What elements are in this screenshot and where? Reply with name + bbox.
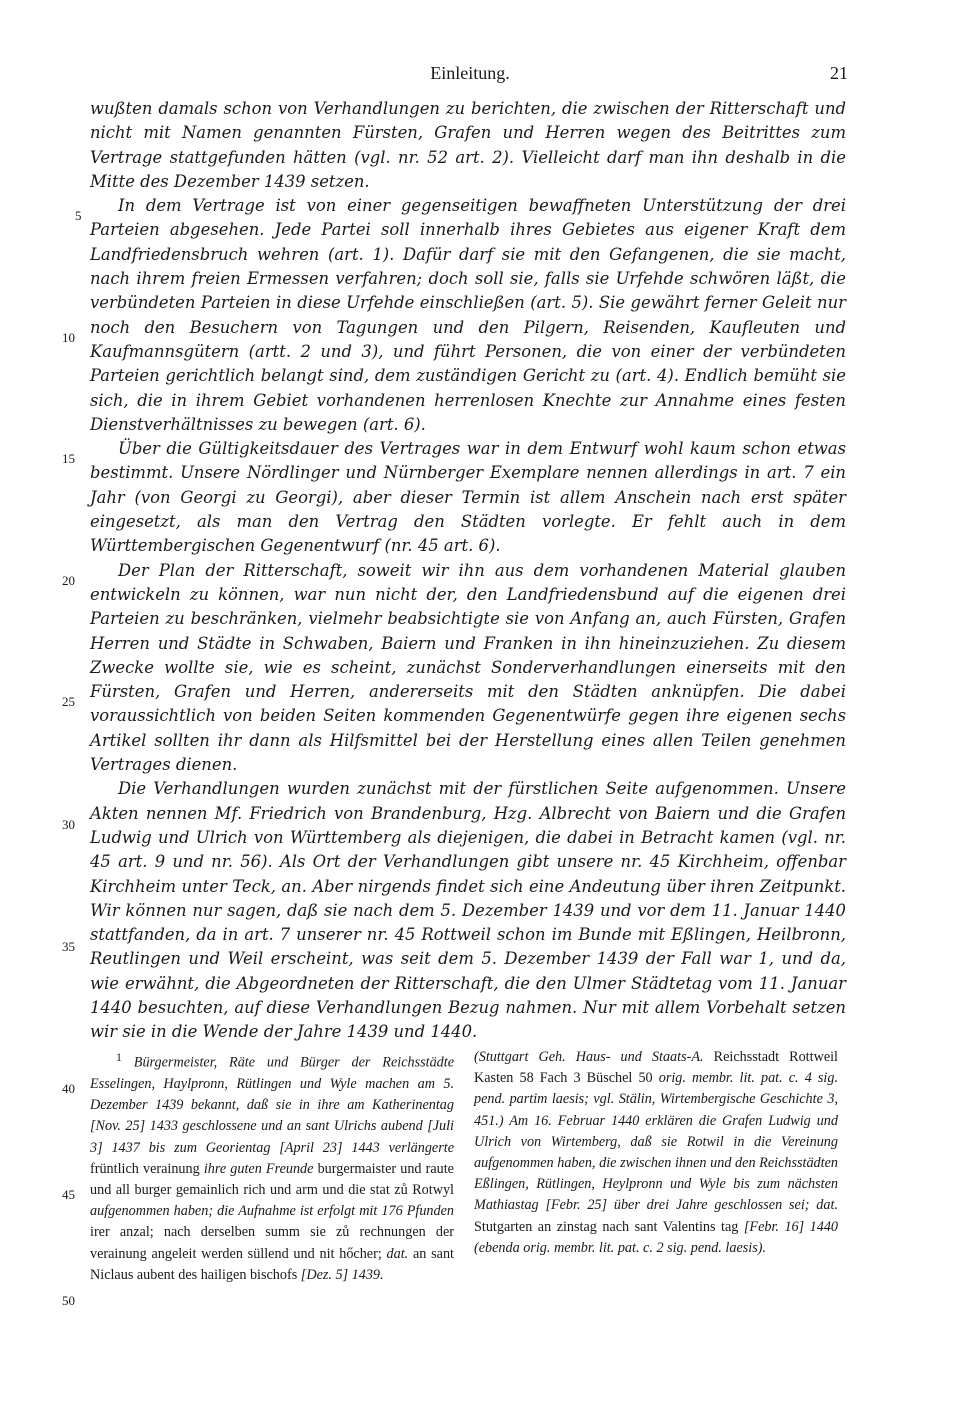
footnote-text: aufgenommen haben; die Aufnahme ist erfolgt mit 176 Pfunden [90, 1203, 454, 1220]
paragraph: Der Plan der Ritterschaft, soweit wir ihn aus dem vorhandenen Material glauben entwickeln zu können, war nun nicht der, den Landfriedensbund auf die eigenen drei Parteien zu beschränken, vielmehr beabsichtigte sie von Anfang an, auch Fürsten, Grafen Herren und Städte in Schwaben, Baiern und Franken in ihn hineinzuziehen. Zu diesem Zwecke wollte sie, wie es scheint, zunächst Sonderverhandlungen einerseits mit den Fürsten, Grafen und Herren, andererseits mit den Städten anknüpfen. Die dabei voraussichtlich von beiden Seiten kommenden Gegenentwürfe gegen ihre eigenen sechs Artikel sollten ihr dann als Hilfsmittel bei der Herstellung eines allen Teilen genehmen Vertrages dienen. [90, 560, 846, 775]
paragraph: Über die Gültigkeitsdauer des Vertrages war in dem Entwurf wohl kaum schon etwas bestimmt. Unsere Nördlinger und Nürnberger Exemplare nennen allerdings in art. 7 ein Jahr (von Georgi zu Georgi), aber dieser Termin ist allem Anschein nach erst später eingesetzt, als man den Vertrag den Städten vorlegte. Er fehlt auch in dem Württembergischen Gegenentwurf (nr. 45 art. 6). [90, 439, 846, 556]
footnote-quote: früntlich verainung [90, 1160, 200, 1177]
paragraph: Die Verhandlungen wurden zunächst mit der fürstlichen Seite aufgenommen. Unsere Akten nennen Mf. Friedrich von Brandenburg, Hzg. Albrecht von Baiern und die Grafen Ludwig und Ulrich von Württemberg als diejenigen, die dabei in Betracht kamen (vgl. nr. 45 art. 9 und nr. 56). Als Ort der Verhandlungen gibt unsere nr. 45 Kirchheim, offenbar Kirchheim unter Teck, an. Aber nirgends findet sich eine Andeutung über ihren Zeitpunkt. Wir können nur sagen, daß sie nach dem 5. Dezember 1439 und vor dem 11. Januar 1440 stattfanden, da in art. 7 unserer nr. 45 Rottweil schon im Bunde mit Eßlingen, Heilbronn, Reutlingen und Weil erscheint, was seit dem 5. Dezember 1439 der Fall war 1, und da, wie erwähnt, die Abgeordneten der Ritterschaft, die den Ulmer Städtetag vom 11. Januar 1440 besuchten, auf diese Verhandlungen Bezug nahmen. Nur mit allem Vorbehalt setzen wir sie in die Wende der Jahre 1439 und 1440. [90, 779, 846, 1042]
footnote-quote: burgermaister und raute und all burger gemainlich rich und arm und die stat zů Rotwyl [90, 1160, 454, 1198]
footnote-quote: Reichsstadt Rottweil Kasten 58 Fach 3 Büschel 50 [474, 1049, 838, 1087]
main-text [90, 97, 846, 1045]
line-number: 45 [62, 1187, 75, 1202]
running-header-title: Einleitung. [430, 63, 510, 83]
footnote-text: ihre guten Freunde [203, 1160, 314, 1177]
line-number: 35 [62, 939, 75, 954]
footnote-text: Bürgermeister, Räte und Bürger der Reichsstädte Esselingen, Haylpronn, Rütlingen und Wyle machen am 5. Dezember 1439 bekannt, daß sie in ihre am Katherinentag [Nov. 25] 1433 geschlossene und an sant Ulrichs aubend [Juli 3] 1437 bis zum Georientag [April 23] 1443 verlängerte [90, 1054, 454, 1156]
footnote-right-column [474, 1047, 838, 1259]
footnote-text: (Stuttgart Geh. Haus- und Staats-A. [474, 1049, 704, 1065]
line-number: 50 [62, 1293, 75, 1308]
footnote-quote: an sant Niclaus aubent des hailigen bischofs [90, 1245, 454, 1283]
line-number: 30 [62, 817, 75, 832]
footnote-text: orig. membr. lit. pat. c. 4 sig. pend. partim laesis; vgl. Stälin, Wirtembergische Geschichte 3, 451.) Am 16. Februar 1440 erklären die Grafen Ludwig und Ulrich von Wirtemberg, daß sie Rotwil in die Vereinung aufgenommen haben, die zwischen ihnen und den Reichsstädten Eßlingen, Rütlingen, Heylpronn und Wyle bis zum nächsten Mathiastag [Febr. 25] über drei Jahre geschlossen sei; dat. [474, 1070, 838, 1214]
line-number: 40 [62, 1081, 75, 1096]
line-number: 20 [62, 573, 75, 588]
footnote-text: dat. [386, 1245, 409, 1262]
footnote-1 [90, 1047, 454, 1286]
line-number: 5 [75, 208, 82, 223]
footnote-marker: 1 [116, 1050, 122, 1064]
footnote-left-column [90, 1047, 454, 1286]
line-number: 15 [62, 451, 75, 466]
paragraph: In dem Vertrage ist von einer gegenseitigen bewaffneten Unterstützung der drei Parteien abgesehen. Jede Partei soll innerhalb ihres Gebietes aus eigener Kraft dem Landfriedensbruch wehren (art. 1). Dafür darf sie mit den Gefangenen, die sie macht, nach ihrem freien Ermessen verfahren; doch soll sie, falls sie Urfehde schwören läßt, die verbündeten Parteien in diese Urfehde einschließen (art. 5). Sie gewährt ferner Geleit nur noch den Besuchern von Tagungen und den Pilgern, Reisenden, Kaufleuten und Kaufmannsgütern (artt. 2 und 3), und führt Personen, die von einer der verbündeten Parteien gerichtlich belangt sind, dem zuständigen Gericht zu (art. 4). Endlich bemüht sie sich, die in ihrem Gebiet vorhandenen herrenlosen Knechte zur Annahme eines festen Dienstverhältnisses zu bewegen (art. 6). [90, 196, 846, 434]
paragraph: wußten damals schon von Verhandlungen zu berichten, die zwischen der Ritterschaft und nicht mit Namen genannten Fürsten, Grafen und Herren wegen des Beitrittes zum Vertrage stattgefunden hätten (vgl. nr. 52 art. 2). Vielleicht darf man ihn deshalb in die Mitte des Dezember 1439 setzen. [90, 99, 846, 191]
footnote-quote: Stutgarten an zinstag nach sant Valentins tag [474, 1218, 739, 1235]
page-number: 21 [830, 63, 848, 83]
line-number: 25 [62, 694, 75, 709]
footnote-text: [Febr. 16] 1440 (ebenda orig. membr. lit. pat. c. 2 sig. pend. laesis). [474, 1218, 839, 1256]
footnote-quote: irer anzal; nach derselben summ sie zů rechnungen der verainung angeleit werden süllend und nit hőcher; [90, 1224, 454, 1262]
footnote-text: [Dez. 5] 1439. [300, 1266, 384, 1283]
footnote-1-continued [474, 1047, 838, 1259]
line-number: 10 [62, 330, 75, 345]
